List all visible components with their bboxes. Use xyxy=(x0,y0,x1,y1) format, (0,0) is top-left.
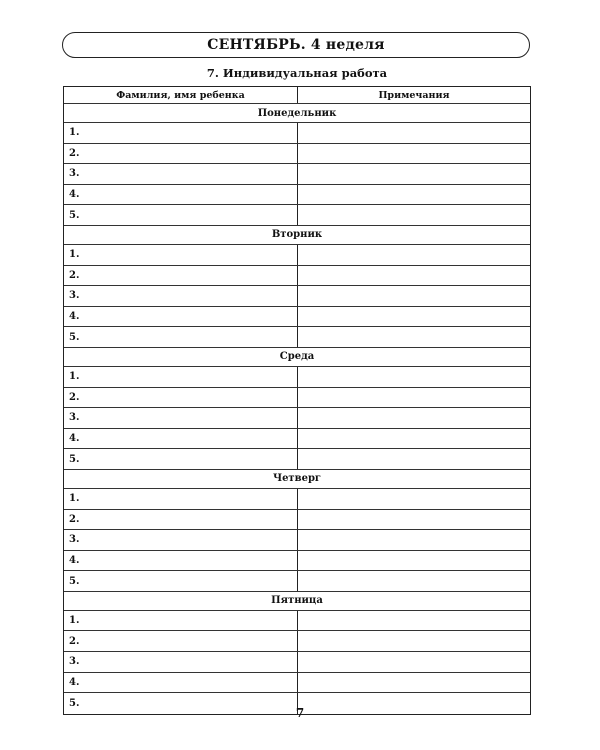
notes-cell[interactable] xyxy=(298,185,530,205)
table-row xyxy=(64,286,530,307)
row-number: 2. xyxy=(69,391,80,403)
day-heading-label: Четверг xyxy=(272,473,322,485)
row-number: 5. xyxy=(69,698,80,710)
day-heading-label: Пятница xyxy=(271,595,323,607)
notes-cell[interactable] xyxy=(298,631,530,651)
row-number: 3. xyxy=(69,168,80,180)
day-heading-row xyxy=(64,470,530,489)
child-name-cell[interactable] xyxy=(64,307,298,327)
day-heading-row xyxy=(64,226,530,245)
notes-cell[interactable] xyxy=(298,164,530,184)
table-row xyxy=(64,144,530,165)
table-row xyxy=(64,489,530,510)
child-name-cell[interactable] xyxy=(64,408,298,428)
notes-cell[interactable] xyxy=(298,611,530,631)
child-name-cell[interactable] xyxy=(64,429,298,449)
row-number: 1. xyxy=(69,615,80,627)
table-header-row xyxy=(64,87,530,104)
table-row xyxy=(64,551,530,572)
child-name-cell[interactable] xyxy=(64,123,298,143)
child-name-cell[interactable] xyxy=(64,571,298,591)
child-name-cell[interactable] xyxy=(64,205,298,225)
child-name-cell[interactable] xyxy=(64,551,298,571)
child-name-cell[interactable] xyxy=(64,631,298,651)
row-number: 1. xyxy=(69,493,80,505)
notes-cell[interactable] xyxy=(298,449,530,469)
notes-cell[interactable] xyxy=(298,144,530,164)
notes-cell[interactable] xyxy=(298,327,530,347)
individual-work-table xyxy=(63,86,531,715)
table-row xyxy=(64,611,530,632)
child-name-cell[interactable] xyxy=(64,388,298,408)
child-name-cell[interactable] xyxy=(64,327,298,347)
table-row xyxy=(64,367,530,388)
row-number: 2. xyxy=(69,269,80,281)
table-row xyxy=(64,266,530,287)
table-row xyxy=(64,449,530,470)
notes-cell[interactable] xyxy=(298,571,530,591)
page-header-title: СЕНТЯБРЬ. 4 неделя xyxy=(207,37,385,53)
table-row xyxy=(64,164,530,185)
table-row xyxy=(64,327,530,348)
table-row xyxy=(64,307,530,328)
row-number: 4. xyxy=(69,676,80,688)
notes-cell[interactable] xyxy=(298,123,530,143)
notes-cell[interactable] xyxy=(298,510,530,530)
column-header-child-name: Фамилия, имя ребенка xyxy=(64,87,298,103)
notes-cell[interactable] xyxy=(298,429,530,449)
child-name-cell[interactable] xyxy=(64,245,298,265)
row-number: 5. xyxy=(69,331,80,343)
row-number: 5. xyxy=(69,453,80,465)
notes-cell[interactable] xyxy=(298,286,530,306)
notes-cell[interactable] xyxy=(298,652,530,672)
child-name-cell[interactable] xyxy=(64,530,298,550)
row-number: 4. xyxy=(69,189,80,201)
table-row xyxy=(64,245,530,266)
child-name-cell[interactable] xyxy=(64,367,298,387)
child-name-cell[interactable] xyxy=(64,673,298,693)
day-heading-label: Вторник xyxy=(271,229,323,241)
day-heading-label: Среда xyxy=(279,351,315,363)
row-number: 3. xyxy=(69,656,80,668)
table-row xyxy=(64,673,530,694)
day-heading-label: Понедельник xyxy=(257,107,337,119)
child-name-cell[interactable] xyxy=(64,611,298,631)
notes-cell[interactable] xyxy=(298,530,530,550)
table-row xyxy=(64,408,530,429)
table-row xyxy=(64,205,530,226)
day-heading-row xyxy=(64,104,530,123)
table-row xyxy=(64,631,530,652)
row-number: 1. xyxy=(69,249,80,261)
child-name-cell[interactable] xyxy=(64,652,298,672)
day-heading-row xyxy=(64,348,530,367)
child-name-cell[interactable] xyxy=(64,489,298,509)
notes-cell[interactable] xyxy=(298,245,530,265)
page-header-banner xyxy=(62,32,530,58)
notes-cell[interactable] xyxy=(298,673,530,693)
row-number: 3. xyxy=(69,412,80,424)
row-number: 4. xyxy=(69,554,80,566)
row-number: 3. xyxy=(69,534,80,546)
notes-cell[interactable] xyxy=(298,307,530,327)
notes-cell[interactable] xyxy=(298,551,530,571)
column-header-notes: Примечания xyxy=(378,89,450,101)
child-name-cell[interactable] xyxy=(64,286,298,306)
child-name-cell[interactable] xyxy=(64,510,298,530)
notes-cell[interactable] xyxy=(298,388,530,408)
section-title: 7. Индивидуальная работа xyxy=(206,66,388,80)
notes-cell[interactable] xyxy=(298,408,530,428)
row-number: 5. xyxy=(69,209,80,221)
child-name-cell[interactable] xyxy=(64,449,298,469)
child-name-cell[interactable] xyxy=(64,185,298,205)
table-row xyxy=(64,123,530,144)
notes-cell[interactable] xyxy=(298,367,530,387)
table-row xyxy=(64,530,530,551)
child-name-cell[interactable] xyxy=(64,164,298,184)
row-number: 4. xyxy=(69,311,80,323)
day-heading-row xyxy=(64,592,530,611)
row-number: 2. xyxy=(69,147,80,159)
row-number: 2. xyxy=(69,513,80,525)
child-name-cell[interactable] xyxy=(64,266,298,286)
notes-cell[interactable] xyxy=(298,266,530,286)
notes-cell[interactable] xyxy=(298,205,530,225)
notes-cell[interactable] xyxy=(298,489,530,509)
table-row xyxy=(64,429,530,450)
row-number: 2. xyxy=(69,635,80,647)
row-number: 1. xyxy=(69,371,80,383)
child-name-cell[interactable] xyxy=(64,144,298,164)
row-number: 5. xyxy=(69,575,80,587)
row-number: 4. xyxy=(69,433,80,445)
table-row xyxy=(64,185,530,206)
table-row xyxy=(64,510,530,531)
page-number: 7 xyxy=(295,706,305,720)
table-row xyxy=(64,652,530,673)
table-row xyxy=(64,388,530,409)
table-row xyxy=(64,571,530,592)
row-number: 3. xyxy=(69,290,80,302)
table-body xyxy=(64,104,530,714)
row-number: 1. xyxy=(69,127,80,139)
